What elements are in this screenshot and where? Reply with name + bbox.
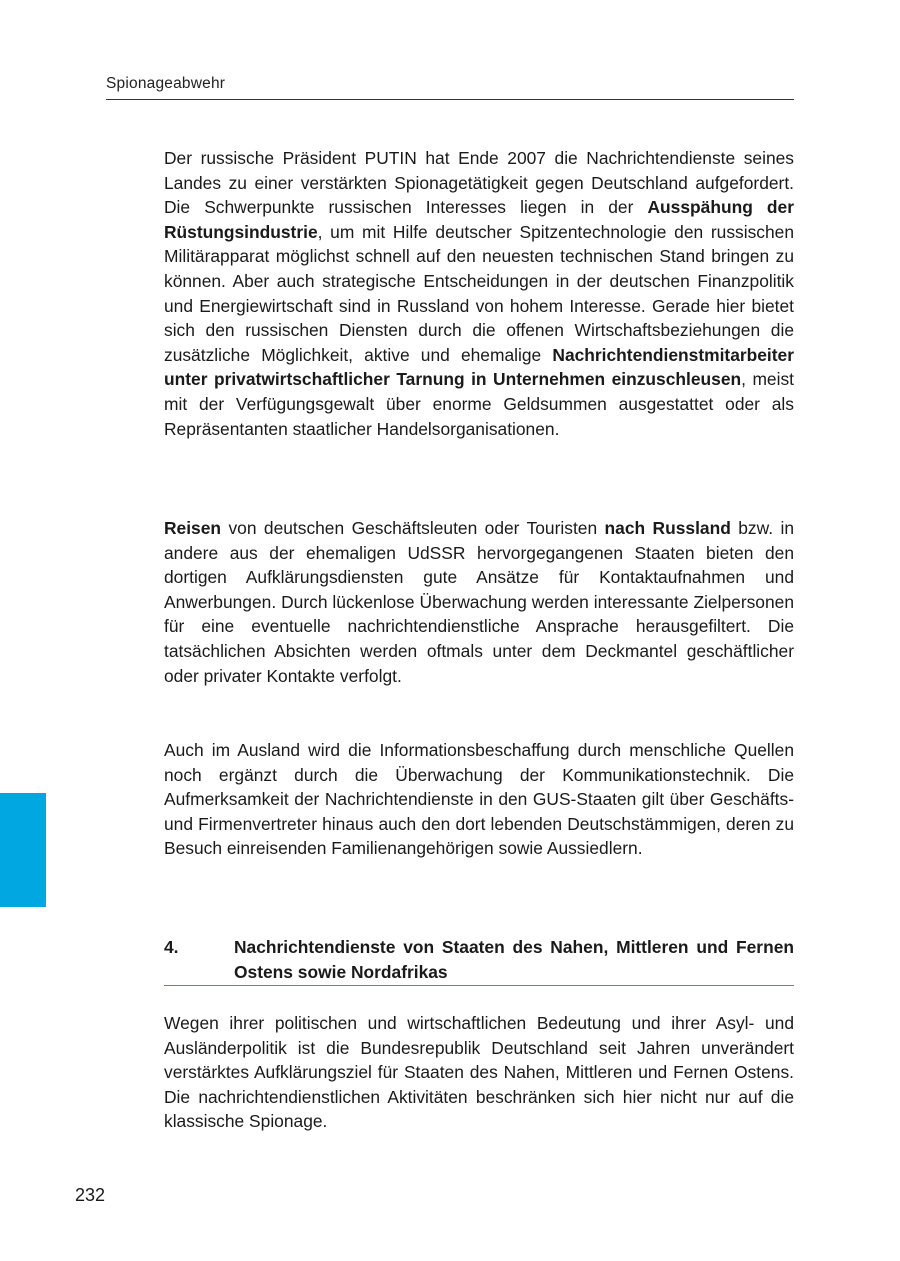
paragraph-putin [164, 146, 794, 441]
body-text-run: , um mit Hilfe deutscher Spitzentechnologie den russischen Militärapparat möglichst schnell auf den neuesten technischen Stand bringen zu können. Aber auch strategische Entscheidungen in der deutschen Finanzpolitik und Energiewirtschaft sind in Russland von hohem Interesse. Gerade hier bietet sich den russischen Diensten durch die offenen Wirtschaftsbeziehungen die zusätzliche Möglichkeit, aktive und ehemalige [164, 221, 794, 365]
body-text-run: Der russische Präsident PUTIN hat Ende 2007 die Nachrichtendienste seines Landes zu einer verstärkten Spionagetätigkeit gegen Deutschland aufgefordert. Die Schwerpunkte russischen Interesses liegen in der [164, 148, 794, 218]
emphasis-text: Reisen [164, 518, 222, 538]
emphasis-text: Ausspähung der Rüstungsindustrie [164, 197, 794, 242]
section-number: 4. [164, 937, 179, 957]
emphasis-text: nach Russland [604, 518, 731, 538]
paragraph-ausland: Auch im Ausland wird die Informationsbeschaffung durch menschliche Quellen noch ergänzt durch die Überwachung der Kommunikationstechnik. Die Aufmerksamkeit der Nachrichtendienste in den GUS-Staaten gilt über Geschäfts- und Firmenvertreter hinaus auch den dort lebenden Deutschstämmigen, deren zu Besuch einreisenden Familienangehörigen sowie Aussiedlern. [164, 740, 794, 859]
section-heading [164, 935, 794, 984]
body-text-run: von deutschen Geschäftsleuten oder Touristen [221, 518, 605, 538]
page-number: 232 [75, 1185, 106, 1205]
header-divider [106, 99, 794, 100]
body-text-run: , meist mit der Verfügungsgewalt über enorme Geldsummen ausgestattet oder als Repräsentanten staatlicher Handelsorganisationen. [164, 369, 794, 439]
section-divider [164, 985, 794, 986]
section-title: Nachrichtendienste von Staaten des Nahen, Mittleren und Fernen Ostens sowie Nordafrikas [234, 937, 794, 982]
emphasis-text: Nachrichtendienstmitarbeiter unter privatwirtschaftlicher Tarnung in Unternehmen einzuschleusen [164, 344, 794, 390]
paragraph-naher-osten: Wegen ihrer politischen und wirtschaftlichen Bedeutung und ihrer Asyl- und Ausländerpolitik ist die Bundesrepublik Deutschland seit Jahren unverändert verstärktes Aufklärungsziel für Staaten des Nahen, Mittleren und Fernen Ostens. Die nachrichtendienstlichen Aktivitäten beschränken sich hier nicht nur auf die klassische Spionage. [164, 1013, 794, 1132]
body-text-run: bzw. in andere aus der ehemaligen UdSSR hervorgegangenen Staaten bieten den dortigen Aufklärungsdiensten gute Ansätze für Kontaktaufnahmen und Anwerbungen. Durch lückenlose Überwachung werden interessante Zielpersonen für eine eventuelle nachrichtendienstliche Ansprache herausgefiltert. Die tatsächlichen Absichten werden oftmals unter dem Deckmantel geschäftlicher oder privater Kontakte verfolgt. [164, 518, 794, 686]
paragraph-reisen [164, 516, 794, 688]
chapter-tab-marker [0, 793, 46, 907]
running-head: Spionageabwehr [106, 75, 226, 92]
